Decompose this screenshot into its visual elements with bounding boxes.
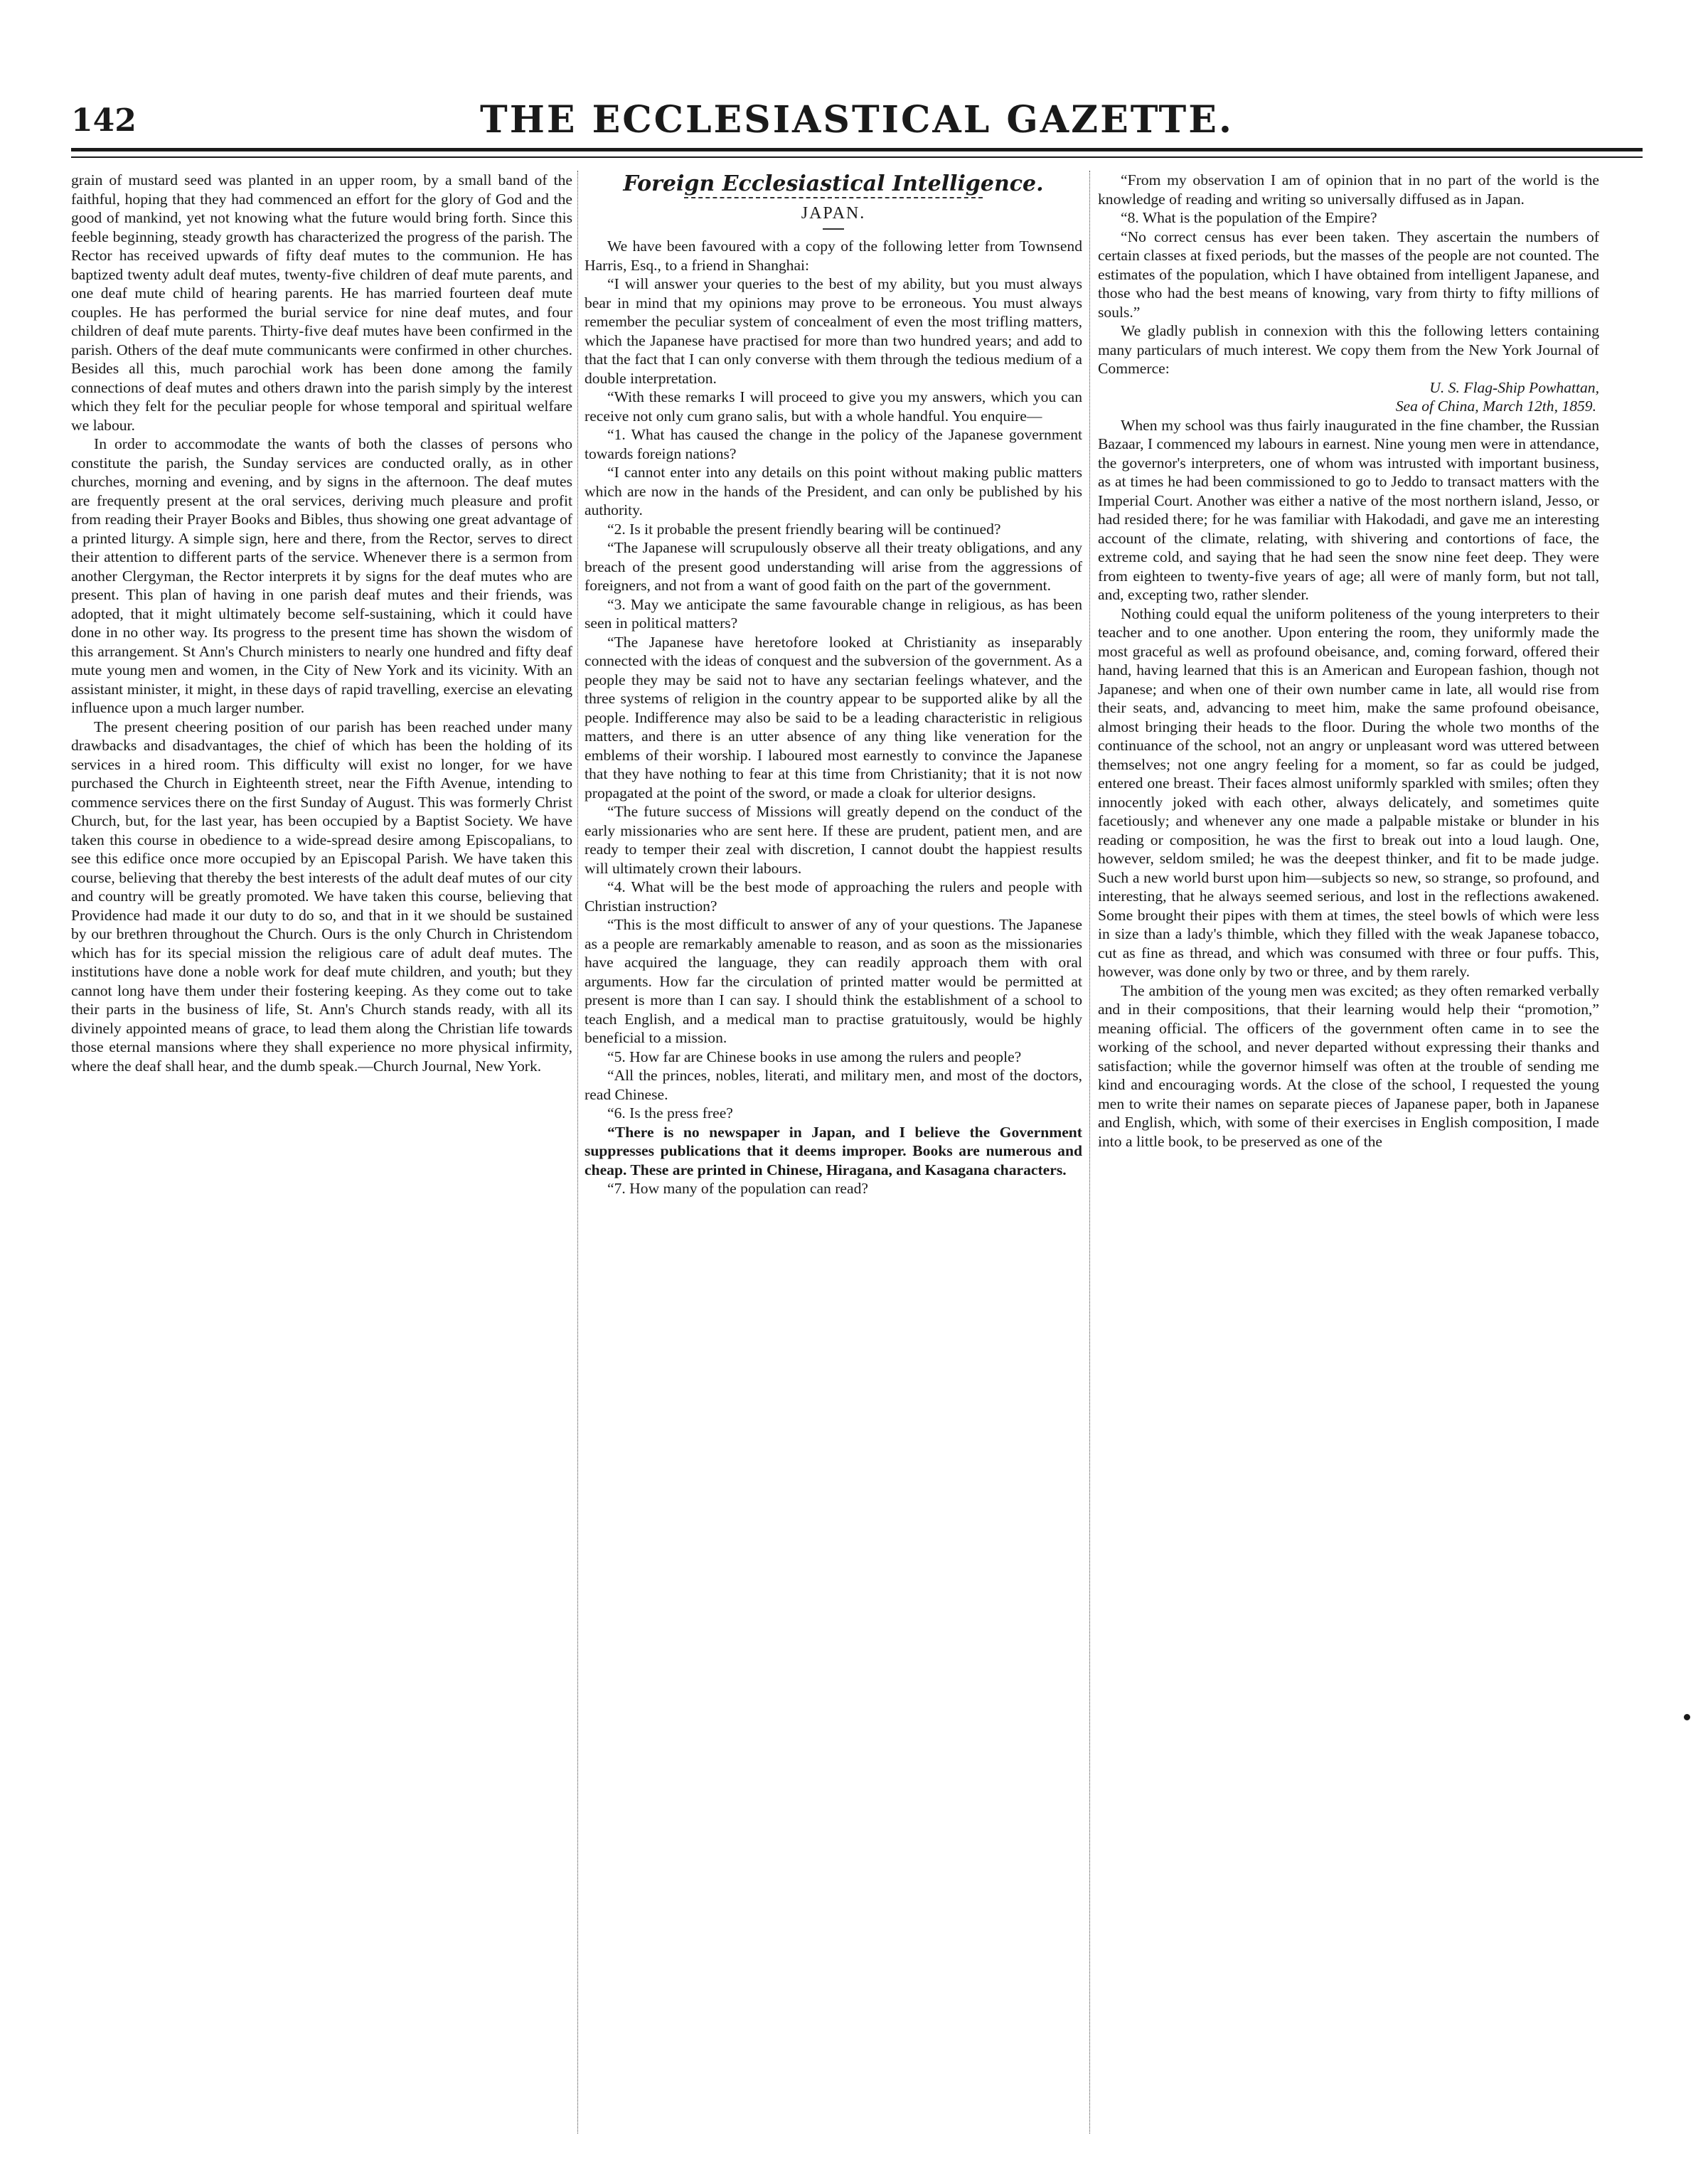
- paragraph: “From my observation I am of opinion that in no part of the world is the knowledge of reading and writing so universally diffused as in Japan.: [1098, 171, 1599, 208]
- paragraph: “1. What has caused the change in the policy of the Japanese government towards foreign nations?: [585, 426, 1082, 462]
- paragraph: “All the princes, nobles, literati, and military men, and most of the doctors, read Chinese.: [585, 1067, 1082, 1103]
- paragraph: We gladly publish in connexion with this the following letters containing many particulars of much interest. We copy them from the New York Journal of Commerce:: [1098, 322, 1599, 377]
- paragraph: “2. Is it probable the present friendly bearing will be continued?: [607, 520, 1001, 538]
- paragraph: We have been favoured with a copy of the following letter from Townsend Harris, Esq., to a friend in Shanghai:: [585, 238, 1082, 274]
- section-heading: Foreign Ecclesiastical Intelligence.: [623, 171, 1044, 196]
- paragraph: “No correct census has ever been taken. They ascertain the numbers of certain classes at fixed periods, but the masses of the people are not counted. The estimates of the population, which I have obtained from intelligent Japanese, and those who had the best means of knowing, vary from thirty to fifty millions of souls.”: [1098, 228, 1599, 321]
- paragraph: “With these remarks I will proceed to give you my answers, which you can receive not only cum grano salis, but with a whole handful. You enquire—: [585, 388, 1082, 425]
- page-number: 142: [71, 102, 137, 139]
- header-rule-thick: [71, 148, 1643, 151]
- heading-rule: [684, 197, 983, 198]
- paragraph: “8. What is the population of the Empire?: [1121, 209, 1377, 226]
- paragraph: “This is the most difficult to answer of any of your questions. The Japanese as a people are remarkably amenable to reason, and as soon as the missionaries have acquired the language, they can readily approach them with oral arguments. How far the circulation of printed matter would be permitted at present is more than I can say. I should think the establishment of a school to teach English, and a medical man to practise gratuitously, would be highly beneficial to a mission.: [585, 916, 1082, 1046]
- paragraph: grain of mustard seed was planted in an upper room, by a small band of the faithful, hoping that they had commenced an effort for the glory of God and the good of mankind, yet not knowing what the future would bring forth. Since this feeble beginning, steady growth has characterized the progress of the parish. The Rector has received upwards of fifty deaf mutes to the communion. He has baptized twenty adult deaf mutes, twenty-five children of deaf mute parents, and one deaf mute child of hearing parents. He has married fourteen deaf mute couples. He has performed the burial service for nine deaf mutes, and four children of deaf mute parents. Thirty-five deaf mutes have been confirmed in the parish. Others of the deaf mute communicants were confirmed in other churches. Besides all this, much parochial work has been done among the family connections of deaf mutes and others drawn into the parish simply by the interest which they felt for the peculiar people for whose temporal and spiritual welfare we labour.: [71, 171, 572, 434]
- column-middle: [585, 171, 1082, 2134]
- paragraph: “3. May we anticipate the same favourable change in religious, as has been seen in political matters?: [585, 595, 1082, 632]
- gazette-title: THE ECCLESIASTICAL GAZETTE.: [480, 98, 1234, 142]
- paragraph: “The Japanese have heretofore looked at Christianity as inseparably connected with the ideas of conquest and the subversion of the government. As a people they may be said not to have any sectarian feelings whatever, and the three systems of religion in the country appear to be supported alike by all the people. Indifference may also be said to be a leading characteristic in religious matters, and there is an utter absence of any thing like veneration for the emblems of their worship. I laboured most earnestly to convince the Japanese that they have nothing to fear at this time from Christianity; that it is not now propagated at the point of the sword, or made a cloak for ulterior designs.: [585, 633, 1082, 802]
- paragraph: The present cheering position of our parish has been reached under many drawbacks and disadvantages, the chief of which has been the holding of its services in a hired room. This difficulty will exist no longer, for we have purchased the Church in Eighteenth street, near the Fifth Avenue, intending to commence services there on the first Sunday of August. This was formerly Christ Church, but, for the last year, has been occupied by a Baptist Society. We have taken this course in obedience to a wide-spread desire among Episcopalians, to see this edifice once more occupied by an Episcopal Parish. We have taken this course, believing that thereby the best interests of the adult deaf mutes of our city and country will be greatly promoted. We have taken this course, believing that Providence had made it our duty to do so, and that in it we should be sustained by our brethren throughout the Church. Ours is the only Church in Christendom which has for its special mission the religious care of adult deaf mutes. The institutions have done a noble work for deaf mute children, and youth; but they cannot long have them under their fostering keeping. As they come out to take their parts in the business of life, St. Ann's Church stands ready, with all its divinely appointed means of grace, to lead them along the Christian life towards those eternal mansions where they shall experience no more physical infirmity, where the deaf shall hear, and the dumb speak.—Church Journal, New York.: [71, 718, 572, 1075]
- paragraph: “I cannot enter into any details on this point without making public matters which are now in the hands of the President, and can only be published by his authority.: [585, 464, 1082, 518]
- paragraph: In order to accommodate the wants of both the classes of persons who constitute the parish, the Sunday services are conducted orally, as in other churches, morning and evening, and by signs in the afternoon. The deaf mutes are frequently present at the oral services, deriving much pleasure and profit from reading their Prayer Books and Bibles, thus showing one great advantage of a printed liturgy. A simple sign, here and there, from the Rector, serves to direct their attention to different parts of the service. Whenever there is a sermon from another Clergyman, the Rector interprets it by signs for the deaf mutes who are present. This plan of having in one parish deaf mutes and their friends, was adopted, that it might ultimately become self-sustaining, which it could have done in no other way. Its progress to the present time has shown the wisdom of this arrangement. St Ann's Church ministers to nearly one hundred and fifty deaf mute young men and women, in the City of New York and its vicinity. With an assistant minister, it might, in these days of rapid travelling, exercise an elevating influence upon a much larger number.: [71, 435, 572, 716]
- page-header: [71, 98, 1643, 155]
- header-rule-thin: [71, 156, 1643, 158]
- paragraph: The ambition of the young men was excited; as they often remarked verbally and in their compositions, that their learning would help their “promotion,” meaning official. The officers of the government often came in to see the working of the school, and never departed without expressing their thanks and satisfaction; while the governor himself was often at the trouble of sending me kind and encouraging words. At the close of the school, I requested the young men to write their names on separate pieces of Japanese paper, both in Japanese and English, which, with some of their exercises in English composition, I made into a little book, to be preserved as one of the: [1098, 981, 1599, 1150]
- margin-dot: [1684, 1714, 1690, 1720]
- paragraph: “There is no newspaper in Japan, and I believe the Government suppresses publications that it deems improper. Books are numerous and cheap. These are printed in Chinese, Hiragana, and Kasagana characters.: [585, 1123, 1082, 1178]
- column-left: [71, 171, 572, 2134]
- paragraph: “7. How many of the population can read?: [607, 1180, 868, 1197]
- paragraph: Nothing could equal the uniform politeness of the young interpreters to their teacher and to one another. Upon entering the room, they uniformly made the most graceful as well as profound obeisance, and, coming forward, offered their hand, having learned that this is an American and European fashion, though not Japanese; and when one of their own number came in late, all would rise from their seats, and, advancing to meet him, make the same profound obeisance, almost bringing their heads to the floor. During the whole two months of the continuance of the school, not an angry or unpleasant word was uttered between themselves; not one angry feeling for a moment, so far as could be judged, entered one breast. Their faces almost uniformly sparkled with smiles; often they innocently joked with each other, always delicately, and sometimes quite facetiously; and whenever any one made a palpable mistake or blunder in his reading or composition, he was the first to break out into a loud laugh. One, however, seldom smiled; he was the deepest thinker, and fit to be made judge. Such a new world burst upon him—subjects so new, so strange, so profound, and interesting, that he always seemed serious, and lost in the reflections awakened. Some brought their pipes with them at times, the steel bowls of which were less in size than a lady's thimble, which they filled with the weak Japanese tobacco, cut as fine as thread, and which was consumed with three or four puffs. This, however, was done only by two or three, and by them rarely.: [1098, 605, 1599, 980]
- paragraph: When my school was thus fairly inaugurated in the fine chamber, the Russian Bazaar, I commenced my labours in earnest. Nine young men were in attendance, the governor's interpreters, one of whom was intrusted with important business, as at times he had been commissioned to go to Jeddo to transact matters with the Imperial Court. Another was either a native of the most northern island, Jesso, or had resided there; for he was familiar with Hakodadi, and gave me an interesting account of the climate, relating, with shivering and contortions of face, the extreme cold, and saying that he had seen the snow nine feet deep. They were from eighteen to twenty-five years of age; all were of manly form, but not tall, and, excepting two, rather slender.: [1098, 416, 1599, 603]
- subheading-rule: [823, 228, 844, 230]
- signature-place: Sea of China, March 12th, 1859.: [1395, 398, 1596, 415]
- paragraph: “I will answer your queries to the best of my ability, but you must always bear in mind that my opinions may prove to be erroneous. You must always remember the peculiar system of concealment of even the most trifling matters, which the Japanese have practised for more than two hundred years; and add to that the fact that I can only converse with them through the tedious medium of a double interpretation.: [585, 275, 1082, 387]
- subheading: JAPAN.: [801, 203, 866, 223]
- column-divider: [577, 171, 580, 2134]
- column-divider: [1089, 171, 1091, 2134]
- signature-ship: U. S. Flag-Ship Powhattan,: [1429, 378, 1599, 396]
- paragraph: “The Japanese will scrupulously observe all their treaty obligations, and any breach of the present good understanding will arise from the aggressions of foreigners, and not from a want of good faith on the part of the government.: [585, 539, 1082, 594]
- paragraph: “6. Is the press free?: [607, 1104, 733, 1122]
- paragraph: “The future success of Missions will greatly depend on the conduct of the early missionaries who are sent here. If these are prudent, patient men, and are ready to temper their zeal with discretion, I cannot doubt the happiest results will ultimately crown their labours.: [585, 803, 1082, 877]
- column-right: [1098, 171, 1599, 2134]
- paragraph: “4. What will be the best mode of approaching the rulers and people with Christian instruction?: [585, 878, 1082, 915]
- paragraph: “5. How far are Chinese books in use among the rulers and people?: [607, 1048, 1022, 1065]
